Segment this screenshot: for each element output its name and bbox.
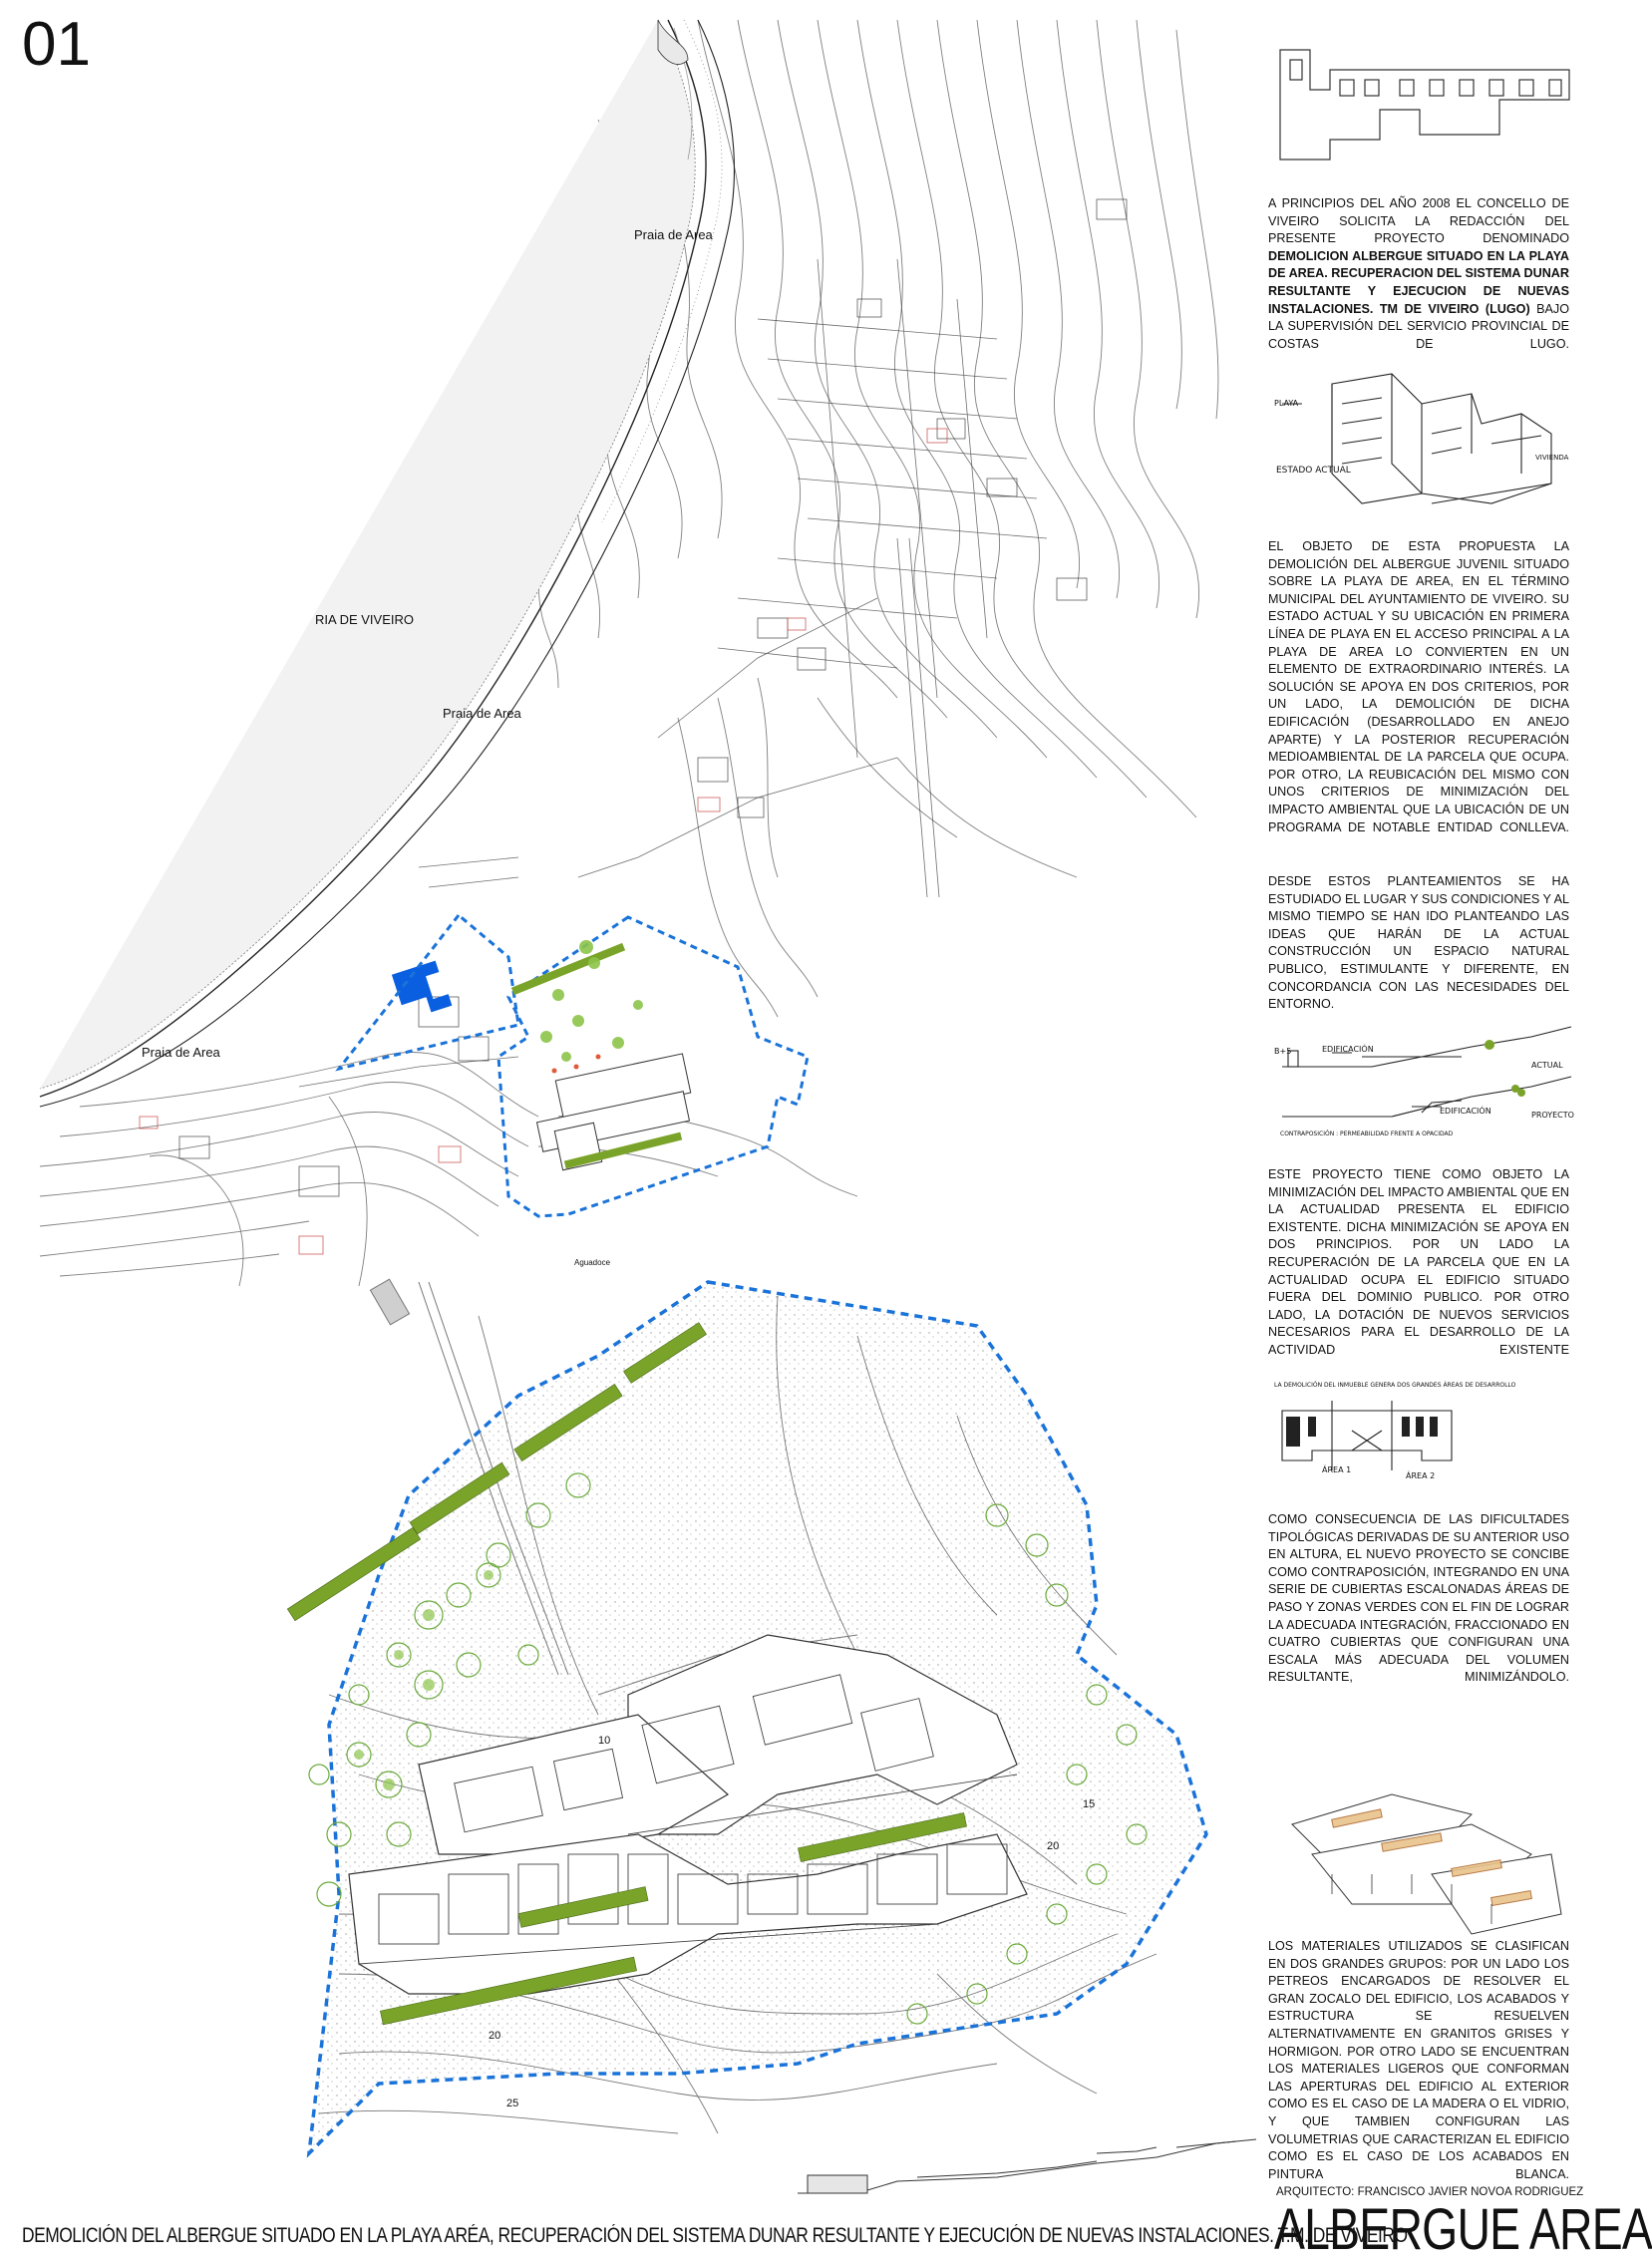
sketch-label-contraposicion: CONTRAPOSICIÓN : PERMEABILIDAD FRENTE A OPACIDAD <box>1280 1131 1454 1137</box>
site-map <box>0 0 1246 1296</box>
paragraph-intro-bold: DEMOLICION ALBERGUE SITUADO EN LA PLAYA DE AREA. RECUPERACION DEL SISTEMA DUNAR RESULTANTE Y EJECUCION DE NUEVAS INSTALACIONES. TM DE VIVEIRO (LUGO) <box>1268 248 1569 316</box>
map-label-praia-low: Praia de Area <box>142 1045 220 1060</box>
sketch-note-intro: LA DEMOLICIÓN DEL INMUEBLE GENERA DOS GRANDES ÁREAS DE DESARROLLO <box>1274 1382 1516 1389</box>
sketch-estado-actual <box>1272 364 1571 513</box>
paragraph-intro <box>1268 195 1569 353</box>
project-name: ALBERGUE AREA <box>1274 2197 1652 2262</box>
sketch-label-edificacion-1: EDIFICACIÓN <box>1322 1045 1374 1054</box>
paragraph-planteamientos: DESDE ESTOS PLANTEAMIENTOS SE HA ESTUDIADO EL LUGAR Y SUS CONDICIONES Y AL MISMO TIEMPO SE HAN IDO PLANTEANDO LAS IDEAS QUE HARÁN DE LA ACTUAL CONSTRUCCIÓN UN ESPACIO NATURAL PUBLICO, ESTIMULANTE Y DIFERENTE, EN CONCORDANCIA CON LAS NECESIDADES DEL ENTORNO. <box>1268 874 1569 1012</box>
sketch-label-playa: PLAYA <box>1274 399 1299 408</box>
site-plan <box>299 1276 1196 2153</box>
sketch-label-area1: ÁREA 1 <box>1322 1465 1352 1474</box>
thumbnail-plan <box>1270 40 1575 160</box>
architect-credit: ARQUITECTO: FRANCISCO JAVIER NOVOA RODRIGUEZ <box>1276 2186 1584 2198</box>
sketch-label-estado-actual: ESTADO ACTUAL <box>1276 466 1351 476</box>
sketch-label-area2: ÁREA 2 <box>1406 1471 1436 1480</box>
contour-label-20a: 20 <box>1047 1840 1060 1852</box>
paragraph-minimizacion: ESTE PROYECTO TIENE COMO OBJETO LA MINIMIZACIÓN DEL IMPACTO AMBIENTAL QUE EN LA ACTUALIDAD PRESENTA EL EDIFICIO EXISTENTE. DICHA MINIMIZACIÓN SE APOYA EN DOS PRINCIPIOS. POR UN LADO LA RECUPERACIÓN DE LA PARCELA QUE EN LA ACTUALIDAD OCUPA EL EDIFICIO SITUADO FUERA DEL DOMINIO PUBLICO. POR OTRO LADO, LA DOTACIÓN DE NUEVOS SERVICIOS NECESARIOS PARA EL DESARROLLO DE LA ACTIVIDAD EXISTENTE <box>1268 1167 1569 1357</box>
map-label-aguadoce: Aguadoce <box>574 1258 611 1267</box>
paragraph-materiales: LOS MATERIALES UTILIZADOS SE CLASIFICAN EN DOS GRANDES GRUPOS: POR UN LADO LOS PETREOS ENCARGADOS DE RESOLVER EL GRAN ZOCALO DEL EDIFICIO, LOS ACABADOS Y ESTRUCTURA SE RESUELVEN ALTERNATIVAMENTE EN GRANITOS GRISES Y HORMIGON. POR OTRO LADO SE ENCUENTRAN LOS MATERIALES LIGEROS QUE CONFORMAN LAS APERTURAS DEL EDIFICIO AL EXTERIOR COMO ES EL CASO DE LA MADERA O EL VIDRIO, Y QUE TAMBIEN CONFIGURAN LAS VOLUMETRIAS QUE CARACTERIZAN EL EDIFICIO COMO ES EL CASO DE LOS ACABADOS EN PINTURA BLANCA. <box>1268 1939 1569 2181</box>
sketch-label-actual: ACTUAL <box>1531 1061 1563 1070</box>
map-label-praia-top: Praia de Area <box>634 227 713 242</box>
footer-title: DEMOLICIÓN DEL ALBERGUE SITUADO EN LA PLAYA ARÉA, RECUPERACIÓN DEL SISTEMA DUNAR RESULTANTE Y EJECUCIÓN DE NUEVAS INSTALACIONES. T.M. DE VIVEIRO <box>22 2224 1408 2247</box>
sheet-number: 01 <box>22 10 91 79</box>
paragraph-intro-pre: A PRINCIPIOS DEL AÑO 2008 EL CONCELLO DE VIVEIRO SOLICITA LA REDACCIÓN DEL PRESENTE PROYECTO DENOMINADO <box>1268 196 1569 246</box>
sketch-label-vivienda: VIVIENDA <box>1535 454 1569 462</box>
sketch-axonometric-project <box>1272 1755 1571 1944</box>
paragraph-objeto: EL OBJETO DE ESTA PROPUESTA LA DEMOLICIÓN DEL ALBERGUE JUVENIL SITUADO SOBRE LA PLAYA DE AREA, EN EL TÉRMINO MUNICIPAL DEL AYUNTAMIENTO DE VIVEIRO. SU ESTADO ACTUAL Y SU UBICACIÓN EN PRIMERA LÍNEA DE PLAYA EN EL ACCESO PRINCIPAL A LA PLAYA DE AREA LO CONVIERTEN EN UN ELEMENTO DE EXTRAORDINARIO INTERÉS. LA SOLUCIÓN SE APOYA EN DOS CRITERIOS, POR UN LADO, LA DEMOLICIÓN DE DICHA EDIFICACIÓN (DESARROLLADO EN ANEJO APARTE) Y LA POSTERIOR RECUPERACIÓN MEDIOAMBIENTAL DE LA PARCELA QUE OCUPA. POR OTRO, LA REUBICACIÓN DEL MISMO CON UNOS CRITERIOS DE MINIMIZACIÓN DEL IMPACTO AMBIENTAL QUE LA UBICACIÓN DE UN PROGRAMA DE NOTABLE ENTIDAD CONLLEVA. <box>1268 539 1569 834</box>
sketch-label-proyecto: PROYECTO <box>1531 1111 1574 1120</box>
contour-label-15: 15 <box>1083 1798 1096 1810</box>
contour-label-20b: 20 <box>489 2030 501 2042</box>
contour-label-25: 25 <box>506 2098 519 2109</box>
paragraph-intro-post: BAJO LA SUPERVISIÓN DEL SERVICIO PROVINCIAL DE COSTAS DE LUGO. <box>1268 301 1569 351</box>
paragraph-tipologia: COMO CONSECUENCIA DE LAS DIFICULTADES TIPOLÓGICAS DERIVADAS DE SU ANTERIOR USO EN ALTURA, EL NUEVO PROYECTO SE CONCIBE COMO CONTRAPOSICIÓN, INTEGRANDO EN UNA SERIE DE CUBIERTAS ESCALONADAS ÁREAS DE PASO Y ZONAS VERDES CON EL FIN DE LOGRAR LA ADECUADA INTEGRACIÓN, FRACCIONADO EN CUATRO CUBIERTAS QUE CONFIGURAN UNA ESCALA MÁS ADECUADA DEL VOLUMEN RESULTANTE, MINIMIZÁNDOLO. <box>1268 1512 1569 1685</box>
sketch-label-edificacion-2: EDIFICACIÓN <box>1440 1107 1491 1116</box>
map-label-ria: RIA DE VIVEIRO <box>315 612 414 627</box>
sketch-label-bes: B+5 <box>1274 1047 1292 1056</box>
map-label-praia-mid: Praia de Area <box>443 706 521 721</box>
section-drawing <box>798 2133 1256 2203</box>
contour-label-10: 10 <box>598 1735 611 1747</box>
